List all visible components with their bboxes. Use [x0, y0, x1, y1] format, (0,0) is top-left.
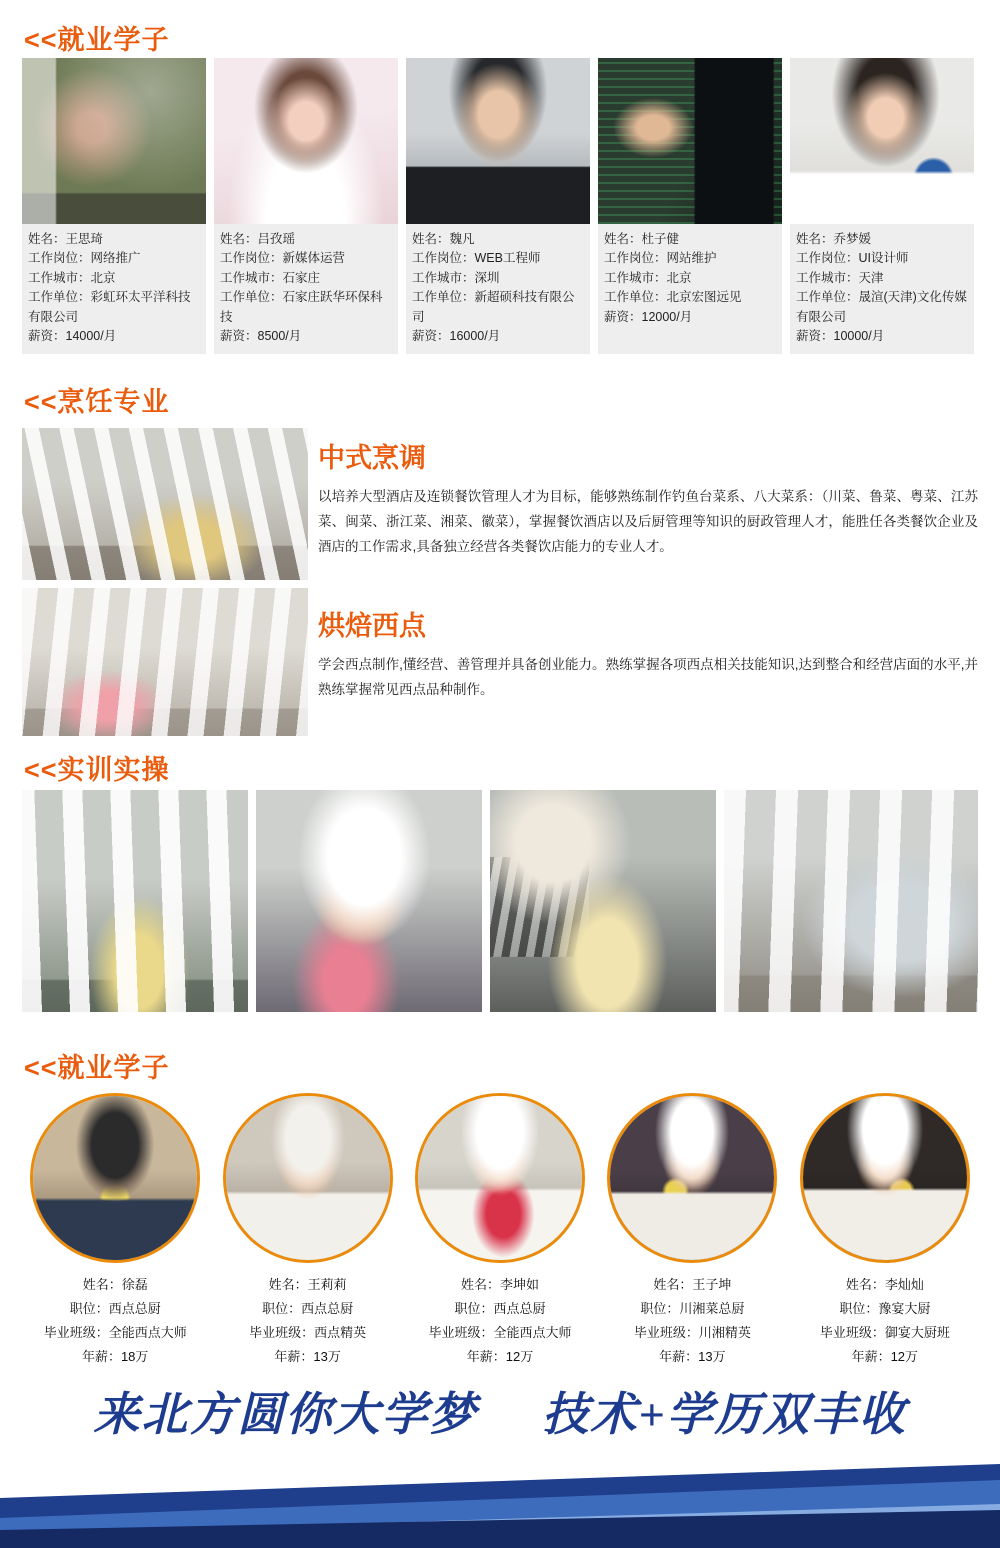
graduate-job: 工作岗位：网络推广 [28, 251, 141, 266]
training-photo-cake-decorating [256, 790, 482, 1012]
chef-photo-wang-zikun [607, 1093, 777, 1263]
chef-annual-salary: 年薪：13万 [274, 1349, 341, 1365]
section-heading-employment-bottom: <<就业学子 [24, 1053, 170, 1083]
chef-class: 毕业班级：御宴大厨班 [819, 1325, 950, 1341]
graduate-details [214, 224, 398, 354]
graduate-city: 工作城市：北京 [28, 270, 116, 285]
chef-name: 姓名：王子坤 [653, 1277, 732, 1292]
graduate-company: 工作单位：北京宏图远见 [604, 290, 742, 305]
chef-name: 姓名：李坤如 [461, 1277, 540, 1292]
graduate-card [406, 58, 590, 354]
major-description: 以培养大型酒店及连锁餐饮管理人才为目标，能够熟练制作钓鱼台菜系、八大菜系：（川菜、鲁菜、粤菜、江苏菜、闽菜、浙江菜、湘菜、徽菜），掌握餐饮酒店以及后厨管理等知识的厨政管理人才，能胜任各类餐饮企业及酒店的工作需求,具备独立经营各类餐饮店能力的专业人才。 [318, 489, 978, 554]
chinese-cooking-class-photo [22, 428, 308, 580]
chef-annual-salary: 年薪：12万 [466, 1349, 534, 1365]
slogan-part-1: 来北方圆你大学梦 [93, 1389, 478, 1440]
chef-class: 毕业班级：西点精英 [249, 1325, 367, 1341]
graduate-name: 姓名：魏凡 [412, 232, 475, 246]
chef-photo-li-cancan [800, 1093, 970, 1263]
graduate-card [22, 58, 206, 354]
major-description: 学会西点制作,懂经营、善管理并具备创业能力。熟练掌握各项西点相关技能知识,达到整合和经营店面的水平,并熟练掌握常见西点品种制作。 [318, 657, 978, 697]
graduate-salary: 薪资：14000/月 [28, 328, 117, 343]
chef-annual-salary: 年薪：13万 [659, 1349, 726, 1365]
graduate-job: 工作岗位：UI设计师 [796, 251, 909, 266]
graduate-city: 工作城市：石家庄 [220, 270, 321, 285]
chef-photo-xu-lei [30, 1093, 200, 1263]
graduate-details [790, 224, 974, 354]
training-photo-kitchen-line [724, 790, 978, 1012]
chef-card [792, 1093, 978, 1369]
chef-class: 毕业班级：全能西点大师 [428, 1325, 572, 1341]
chef-class: 毕业班级：川湘精英 [633, 1325, 751, 1341]
training-photo-wok-frying [490, 790, 716, 1012]
graduate-salary: 薪资：16000/月 [412, 328, 501, 343]
graduate-city: 工作城市：深圳 [412, 270, 500, 285]
major-block-western-pastry [318, 604, 978, 703]
graduate-card [598, 58, 782, 354]
chef-card [599, 1093, 785, 1369]
graduate-name: 姓名：王思琦 [28, 232, 104, 246]
chef-graduates-row [22, 1093, 978, 1369]
chef-position: 职位：西点总厨 [454, 1301, 546, 1317]
graduate-photo-wei-fan [406, 58, 590, 224]
graduate-city: 工作城市：北京 [604, 270, 692, 285]
graduate-photo-qiao-mengyuan [790, 58, 974, 224]
graduate-details [406, 224, 590, 354]
section-heading-practical-training: <<实训实操 [24, 755, 170, 785]
graduate-name: 姓名：吕孜瑶 [220, 232, 296, 246]
slogan [0, 1378, 1000, 1444]
it-graduates-row [22, 58, 978, 354]
graduate-name: 姓名：杜子健 [604, 232, 680, 246]
chef-details [634, 1273, 751, 1369]
graduate-job: 工作岗位：新媒体运营 [220, 251, 346, 266]
graduate-photo-du-zijian [598, 58, 782, 224]
graduate-company: 工作单位：彩虹环太平洋科技有限公司 [28, 290, 191, 324]
chef-position: 职位：西点总厨 [69, 1301, 161, 1317]
graduate-company: 工作单位：石家庄跃华环保科技 [220, 290, 383, 324]
section-heading-employment-top: <<就业学子 [24, 25, 170, 55]
chef-details [820, 1273, 950, 1369]
chef-photo-li-kunru [415, 1093, 585, 1263]
major-block-chinese-cooking [318, 436, 978, 560]
section-heading-culinary-major: <<烹饪专业 [24, 387, 170, 417]
graduate-card [790, 58, 974, 354]
graduate-salary: 薪资：10000/月 [796, 328, 885, 343]
graduate-card [214, 58, 398, 354]
graduate-photo-lv-ziyao [214, 58, 398, 224]
graduate-name: 姓名：乔梦媛 [796, 232, 872, 246]
graduate-details [598, 224, 782, 335]
graduate-city: 工作城市：天津 [796, 270, 884, 285]
chef-card [407, 1093, 593, 1369]
chef-annual-salary: 年薪：18万 [81, 1349, 149, 1365]
major-title: 中式烹调 [318, 443, 426, 473]
chef-details [44, 1273, 187, 1369]
chef-card [214, 1093, 400, 1369]
graduate-salary: 薪资：12000/月 [604, 309, 693, 324]
chef-position: 职位：川湘菜总厨 [640, 1301, 745, 1317]
graduate-details [22, 224, 206, 354]
training-photo-plating [22, 790, 248, 1012]
chef-position: 职位：豫宴大厨 [839, 1301, 931, 1317]
chef-photo-wang-lili [223, 1093, 393, 1263]
graduate-job: 工作岗位：网站维护 [604, 251, 717, 266]
slogan-part-2: 技术+学历双丰收 [542, 1389, 907, 1440]
graduate-company: 工作单位：晟渲(天津)文化传媒有限公司 [796, 290, 967, 324]
chef-name: 姓名：徐磊 [82, 1277, 148, 1292]
major-title: 烘焙西点 [318, 611, 426, 641]
chef-name: 姓名：李灿灿 [845, 1277, 924, 1292]
chef-details [249, 1273, 366, 1369]
graduate-job: 工作岗位：WEB工程师 [412, 251, 541, 266]
western-pastry-class-photo [22, 588, 308, 736]
graduate-salary: 薪资：8500/月 [220, 328, 302, 343]
chef-details [429, 1273, 572, 1369]
chef-position: 职位：西点总厨 [262, 1301, 354, 1317]
chef-card [22, 1093, 208, 1369]
chef-annual-salary: 年薪：12万 [851, 1349, 919, 1365]
graduate-photo-wang-siqi [22, 58, 206, 224]
graduate-company: 工作单位：新超硕科技有限公司 [412, 290, 575, 324]
chef-class: 毕业班级：全能西点大师 [43, 1325, 187, 1341]
chef-name: 姓名：王莉莉 [268, 1277, 347, 1292]
